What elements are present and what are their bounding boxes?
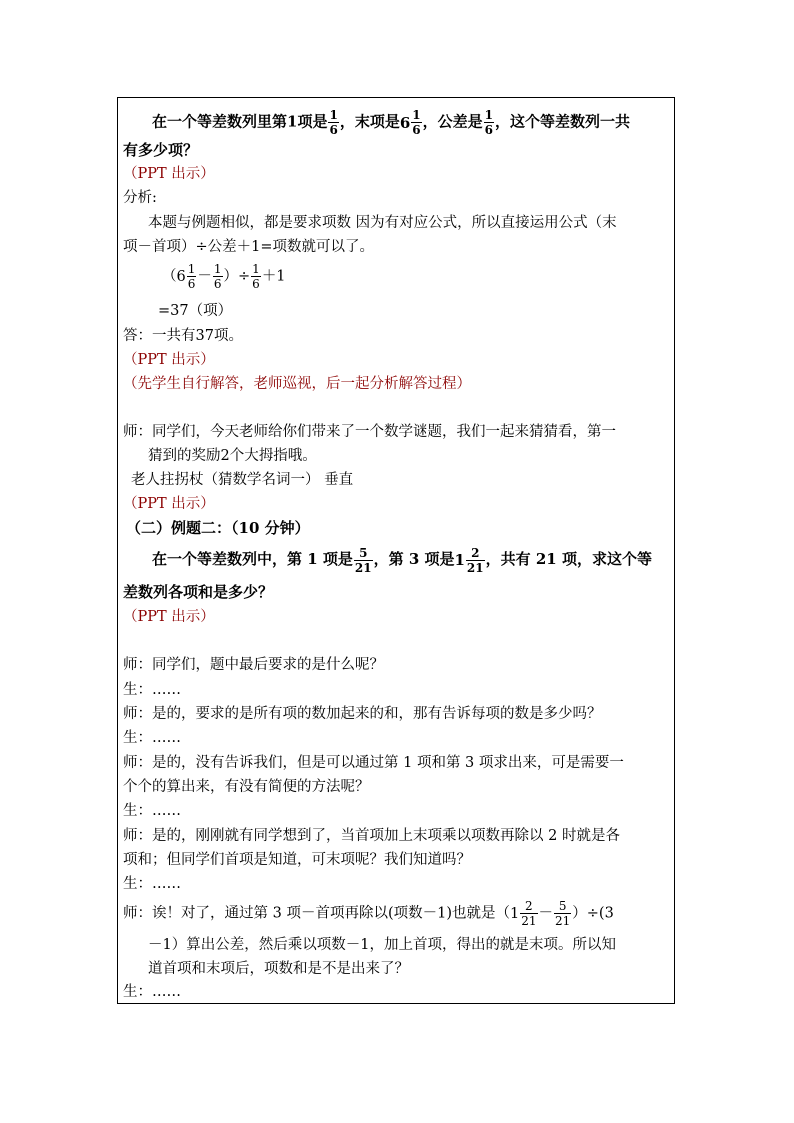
formula-part: － <box>538 905 553 922</box>
student-line: 生：…… <box>123 803 181 819</box>
formula-part: （ <box>162 268 177 285</box>
ppt-note: （PPT 出示） <box>123 496 215 512</box>
problem1-text: ，末项是 <box>339 112 400 131</box>
answer: 答：一共有37项。 <box>123 328 243 344</box>
student-line: 生：…… <box>123 682 181 698</box>
problem2-whole: 1 <box>454 551 465 569</box>
formula-part: 1 <box>509 905 520 922</box>
teacher-line: 师：是的，没有告诉我们，但是可以通过第 1 项和第 3 项求出来，可是需要一 <box>123 755 624 771</box>
teacher-text: ）÷(3 <box>572 905 614 922</box>
ppt-note: （PPT 出示） <box>123 166 215 182</box>
riddle-text: 猜到的奖励2个大拇指哦。 <box>148 448 317 464</box>
problem1-whole: 6 <box>399 113 411 132</box>
problem1-line2: 有多少项？ <box>123 141 199 159</box>
analysis-label: 分析: <box>123 190 157 206</box>
teacher-line: 师：同学们，题中最后要求的是什么呢？ <box>123 657 384 673</box>
student-line: 生：…… <box>123 984 181 1000</box>
problem1-text: ，公差是 <box>422 112 483 131</box>
teacher-line-formula <box>123 899 614 928</box>
ppt-note: （PPT 出示） <box>123 352 215 368</box>
formula-part: ＋1 <box>261 268 286 285</box>
teacher-note: （先学生自行解答，老师巡视，后一起分析解答过程） <box>123 376 471 392</box>
problem1-fraction-diff: $\frac{1}{6}$ <box>484 108 493 137</box>
problem1-text: ，这个等差数列一共 <box>495 112 631 131</box>
example2-heading: （二）例题二：（10 分钟） <box>126 519 310 537</box>
riddle-question: 老人拄拐杖（猜数学名词一） 垂直 <box>131 472 354 488</box>
analysis-text: 项－首项）÷公差＋1=项数就可以了。 <box>123 239 375 255</box>
problem2-text: 在一个等差数列中，第 1 项是 <box>152 550 353 568</box>
formula-result: =37（项） <box>158 303 233 319</box>
teacher-line: 师：是的，刚刚就有同学想到了，当首项加上末项乘以项数再除以 2 时就是各 <box>123 828 620 844</box>
problem1-text: 在一个等差数列里第1项是 <box>152 112 328 131</box>
teacher-line: 个个的算出来，有没有简便的方法呢？ <box>123 779 370 795</box>
formula-part: ）÷ <box>223 268 251 285</box>
lesson-table-cell <box>117 97 675 1004</box>
teacher-line: －1）算出公差，然后乘以项数－1，加上首项，得出的就是末项。所以知 <box>148 937 616 953</box>
ppt-note: （PPT 出示） <box>123 609 215 625</box>
problem2-text: ，共有 21 项，求这个等 <box>485 550 652 568</box>
student-line: 生：…… <box>123 876 181 892</box>
problem2-line1 <box>152 545 652 575</box>
formula-part: － <box>197 268 212 285</box>
problem1-fraction-first: $\frac{1}{6}$ <box>329 108 338 137</box>
dialogue-fraction: $\frac{5}{21}$ <box>555 899 571 928</box>
problem2-fraction-third: $\frac{2}{21}$ <box>466 545 484 575</box>
teacher-text: 师：诶！对了，通过第 3 项－首项再除以(项数－1)也就是（ <box>123 905 510 922</box>
teacher-line: 道首项和末项后，项数和是不是出来了？ <box>148 961 409 977</box>
analysis-text: 本题与例题相似，都是要求项数 因为有对应公式，所以直接运用公式（末 <box>148 215 617 231</box>
problem2-text: ，第 3 项是 <box>373 550 455 568</box>
riddle-text: 师：同学们，今天老师给你们带来了一个数学谜题，我们一起来猜猜看，第一 <box>123 424 616 440</box>
problem2-fraction-first: $\frac{5}{21}$ <box>354 545 372 575</box>
student-line: 生：…… <box>123 730 181 746</box>
formula-fraction: $\frac{1}{6}$ <box>187 262 196 291</box>
formula-part: 6 <box>176 268 186 285</box>
formula-line <box>162 262 286 291</box>
problem2-line2: 差数列各项和是多少？ <box>123 583 274 601</box>
problem1-fraction-last: $\frac{1}{6}$ <box>412 108 421 137</box>
dialogue-fraction: $\frac{2}{21}$ <box>521 899 537 928</box>
formula-fraction: $\frac{1}{6}$ <box>213 262 222 291</box>
formula-fraction: $\frac{1}{6}$ <box>252 262 260 291</box>
teacher-line: 师：是的，要求的是所有项的数加起来的和，那有告诉每项的数是多少吗？ <box>123 706 602 722</box>
teacher-line: 项和；但同学们首项是知道，可末项呢？我们知道吗？ <box>123 852 471 868</box>
problem1-line1 <box>152 108 630 137</box>
